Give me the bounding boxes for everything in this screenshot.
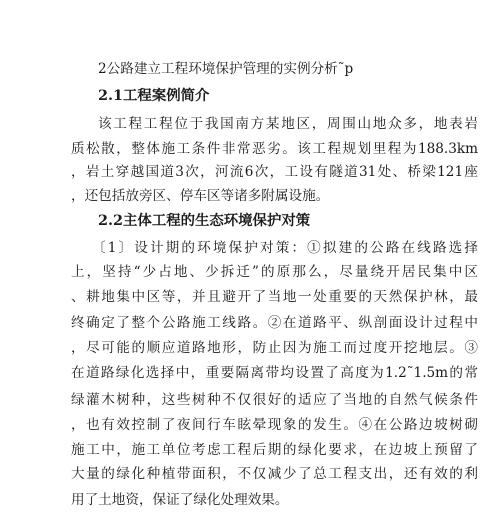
doc-title: 2公路建立工程环境保护管理的实例分析˜p [98,61,354,77]
paragraph-line: 绿灌木树种，这些树种不仅很好的适应了当地的自然气候条件 [71,392,478,408]
paragraph-line: ，岩土穿越国道3次，河流6次，工设有隧道31处、桥梁121座 [71,164,478,180]
paragraph-line: 大量的绿化种植带面积，不仅减少了总工程支出，还有效的利 [71,466,478,482]
paragraph-line: ，也有效控制了夜间行车眩晕现象的发生。④在公路边坡树砌 [71,417,478,433]
paragraph-line: 施工中，施工单位考虑工程后期的绿化要求，在边坡上预留了 [71,442,478,458]
section-heading-2-2: 2.2主体工程的生态环境保护对策 [98,212,311,229]
paragraph-line: 质松散，整体施工条件非常恶劣。该工程规划里程为188.3km [71,141,478,157]
paragraph-line: 终确定了整个公路施工线路。②在道路平、纵剖面设计过程中 [71,315,478,331]
paragraph-line: 上，坚持“少占地、少拆迁”的原那么，尽量绕开居民集中区 [71,264,478,280]
paragraph-line: ，还包括放旁区、停车区等诸多附属设施。 [71,188,330,204]
paragraph-line: 用了土地资，保证了绿化处理效果。 [71,492,289,508]
paragraph-line: ，尽可能的顺应道路地形，防止因为施工而过度开挖地层。③ [71,340,478,356]
section-heading-2-1: 2.1工程案例简介 [98,87,210,104]
paragraph-line: 、耕地集中区等，并且避开了当地一处重要的天然保护林，最 [71,289,478,305]
paragraph-line: 〔1〕设计期的环境保护对策：①拟建的公路在线路选择 [92,240,478,256]
paragraph-line: 在道路绿化选择中，重要隔离带均设置了高度为1.2˜1.5m的常 [71,365,478,381]
paragraph-line: 该工程工程位于我国南方某地区，周围山地众多，地表岩 [98,116,478,132]
